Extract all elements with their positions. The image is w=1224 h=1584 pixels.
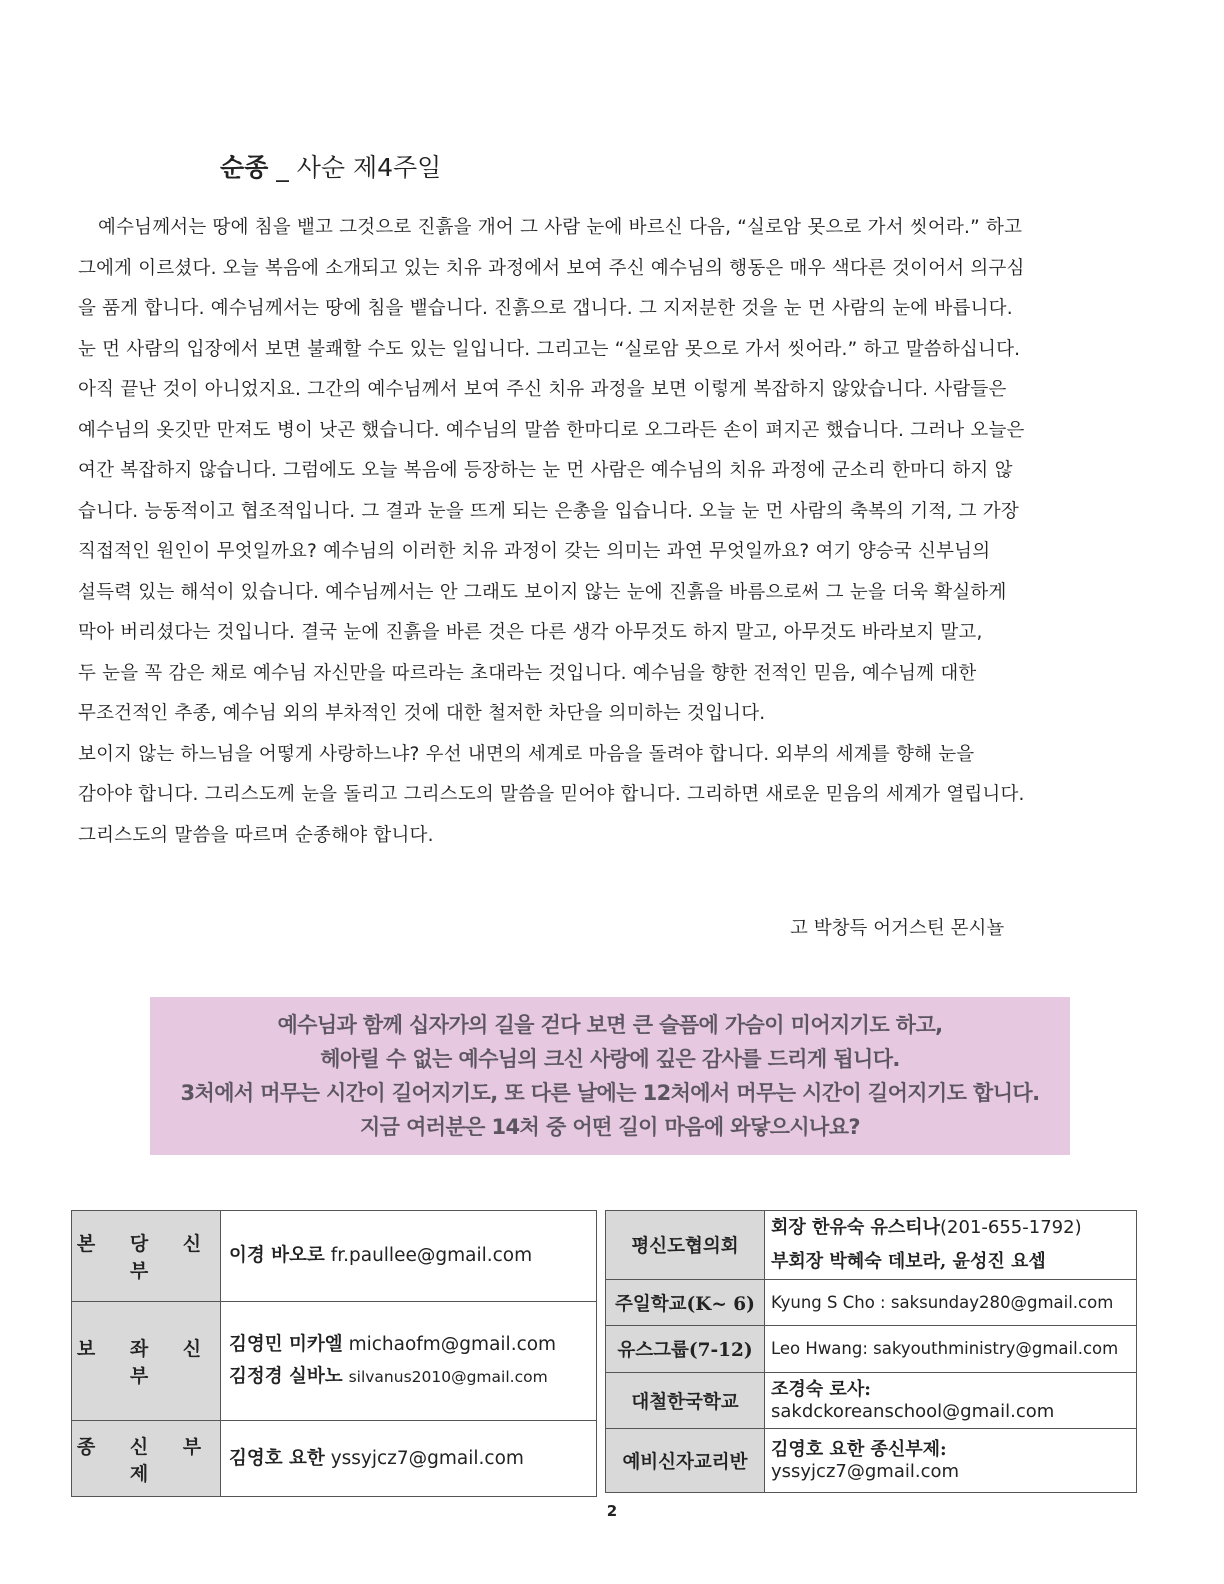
page-title	[220, 148, 441, 188]
body-line: 눈 먼 사람의 입장에서 보면 불쾌할 수도 있는 일입니다. 그리고는 “실로암 못으로 가서 씻어라.” 하고 말씀하십니다.	[78, 338, 1021, 360]
korean-school-cell	[765, 1373, 1137, 1429]
clergy-table	[71, 1210, 597, 1497]
body-line: 두 눈을 꼭 감은 채로 예수님 자신만을 따르라는 초대라는 것입니다. 예수님을 향한 전적인 믿음, 예수님께 대한	[78, 662, 977, 684]
pastor-cell	[221, 1211, 597, 1302]
catechumen-label: 예비신자교리반	[606, 1429, 765, 1493]
banner-line: 헤아릴 수 없는 예수님의 크신 사랑에 깊은 감사를 드리게 됩니다.	[320, 1047, 900, 1071]
associate-1-email[interactable]: michaofm@gmail.com	[348, 1334, 557, 1355]
deacon-email[interactable]: yssyjcz7@gmail.com	[330, 1447, 524, 1469]
title-main: 순종	[220, 153, 269, 182]
council-label: 평신도협의회	[606, 1211, 765, 1280]
banner-line: 지금 여러분은 14처 중 어떤 길이 마음에 와닿으시나요?	[360, 1115, 860, 1139]
deacon-cell	[221, 1421, 597, 1497]
associate-label: 보 좌 신 부	[72, 1302, 221, 1421]
korean-school-email[interactable]: sakdckoreanschool@gmail.com	[771, 1400, 1055, 1422]
associate-2-name: 김정경 실바노	[229, 1366, 343, 1387]
associate-2-email[interactable]: silvanus2010@gmail.com	[348, 1368, 548, 1386]
sunday-school-contact[interactable]: Kyung S Cho : saksunday280@gmail.com	[765, 1280, 1137, 1326]
body-line: 무조건적인 추종, 예수님 외의 부차적인 것에 대한 철저한 차단을 의미하는 것입니다.	[78, 703, 766, 724]
korean-school-label: 대철한국학교	[606, 1373, 765, 1429]
homily-text	[78, 208, 1148, 856]
body-line: 을 품게 합니다. 예수님께서는 땅에 침을 뱉습니다. 진흙으로 갭니다. 그 지저분한 것을 눈 먼 사람의 눈에 바릅니다.	[78, 298, 1013, 319]
table-row	[72, 1302, 597, 1421]
table-row	[606, 1429, 1137, 1493]
body-line: 예수님께서는 땅에 침을 뱉고 그것으로 진흙을 개어 그 사람 눈에 바르신 다음, “실로암 못으로 가서 씻어라.” 하고	[98, 217, 1023, 238]
body-line: 아직 끝난 것이 아니었지요. 그간의 예수님께서 보여 주신 치유 과정을 보면 이렇게 복잡하지 않았습니다. 사람들은	[78, 379, 1007, 400]
table-row	[606, 1211, 1137, 1280]
body-line: 감아야 합니다. 그리스도께 눈을 돌리고 그리스도의 말씀을 믿어야 합니다. 그리하면 새로운 믿음의 세계가 열립니다.	[78, 784, 1025, 805]
pastor-name: 이경 바오로	[229, 1245, 325, 1266]
body-line: 여간 복잡하지 않습니다. 그럼에도 오늘 복음에 등장하는 눈 먼 사람은 예수님의 치유 과정에 군소리 한마디 하지 않	[78, 460, 1013, 481]
youth-label: 유스그룹(7-12)	[606, 1326, 765, 1373]
youth-cell	[765, 1326, 1137, 1373]
stations-banner	[150, 997, 1070, 1155]
associate-1-name: 김영민 미카엘	[229, 1334, 343, 1355]
body-line: 습니다. 능동적이고 협조적입니다. 그 결과 눈을 뜨게 되는 은총을 입습니다. 오늘 눈 먼 사람의 축복의 기적, 그 가장	[78, 500, 1019, 522]
council-vice-presidents: 부회장 박혜숙 데보라, 윤성진 요셉	[771, 1251, 1046, 1272]
pastor-email[interactable]: fr.paullee@gmail.com	[330, 1245, 533, 1266]
catechumen-email[interactable]: yssyjcz7@gmail.com	[771, 1460, 960, 1482]
youth-name: Leo Hwang:	[771, 1339, 868, 1358]
catechumen-cell	[765, 1429, 1137, 1493]
title-separator: _	[276, 153, 289, 182]
body-line: 보이지 않는 하느님을 어떻게 사랑하느냐? 우선 내면의 세계로 마음을 돌려야 합니다. 외부의 세계를 향해 눈을	[78, 743, 975, 765]
pastor-label: 본 당 신 부	[72, 1211, 221, 1302]
table-row	[606, 1373, 1137, 1429]
banner-line: 3처에서 머무는 시간이 길어지기도, 또 다른 날에는 12처에서 머무는 시간이 길어지기도 합니다.	[180, 1081, 1040, 1105]
table-row	[606, 1280, 1137, 1326]
body-line: 설득력 있는 해석이 있습니다. 예수님께서는 안 그래도 보이지 않는 눈에 진흙을 바름으로써 그 눈을 더욱 확실하게	[78, 581, 1007, 603]
title-sub: 사순 제4주일	[296, 153, 442, 182]
body-line: 직접적인 원인이 무엇일까요? 예수님의 이러한 치유 과정이 갖는 의미는 과연 무엇일까요? 여기 양승국 신부님의	[78, 541, 991, 562]
council-president: 회장 한유숙 유스티나	[771, 1217, 941, 1238]
deacon-name: 김영호 요한	[229, 1447, 325, 1469]
author-signature: 고 박창득 어거스틴 몬시뇰	[790, 918, 1005, 939]
body-line: 예수님의 옷깃만 만져도 병이 낫곤 했습니다. 예수님의 말씀 한마디로 오그라든 손이 펴지곤 했습니다. 그러나 오늘은	[78, 419, 1025, 441]
council-phone: (201-655-1792)	[940, 1217, 1082, 1238]
table-row	[606, 1326, 1137, 1373]
body-line: 그리스도의 말씀을 따르며 순종해야 합니다.	[78, 824, 434, 846]
deacon-label: 종 신 부 제	[72, 1421, 221, 1497]
council-cell	[765, 1211, 1137, 1280]
associate-cell	[221, 1302, 597, 1421]
contacts-table	[605, 1210, 1137, 1493]
banner-line: 예수님과 함께 십자가의 길을 걷다 보면 큰 슬픔에 가슴이 미어지기도 하고,	[277, 1013, 943, 1037]
catechumen-name: 김영호 요한 종신부제:	[771, 1438, 947, 1460]
table-row	[72, 1211, 597, 1302]
table-row	[72, 1421, 597, 1497]
body-line: 그에게 이르셨다. 오늘 복음에 소개되고 있는 치유 과정에서 보여 주신 예수님의 행동은 매우 색다른 것이어서 의구심	[78, 257, 1025, 279]
korean-school-name: 조경숙 로사:	[771, 1378, 871, 1400]
page-number: 2	[606, 1502, 618, 1520]
youth-email[interactable]: sakyouthministry@gmail.com	[867, 1339, 1119, 1358]
sunday-school-label: 주일학교(K~ 6)	[606, 1280, 765, 1326]
body-line: 막아 버리셨다는 것입니다. 결국 눈에 진흙을 바른 것은 다른 생각 아무것도 하지 말고, 아무것도 바라보지 말고,	[78, 622, 983, 643]
